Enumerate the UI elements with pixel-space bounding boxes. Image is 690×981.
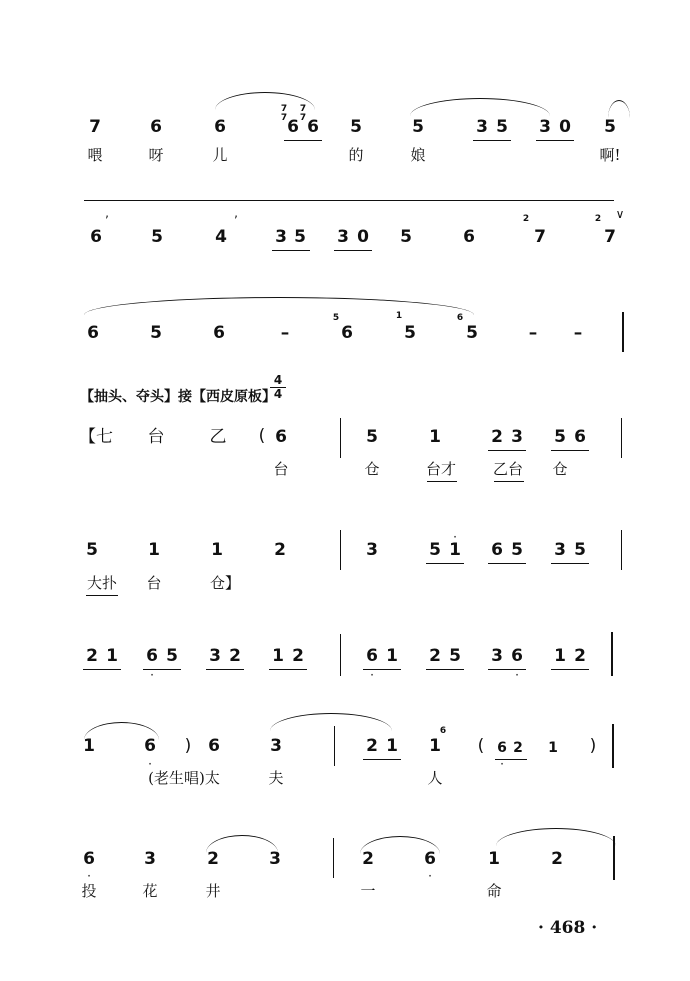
barline (613, 836, 615, 880)
note: 5 (496, 117, 508, 137)
time-signature-bottom: 4 (273, 387, 283, 401)
lyric: 啊! (599, 146, 621, 164)
lyric: 的 (348, 146, 364, 164)
underline (426, 669, 464, 670)
percussion-syllable: 乙 (209, 427, 227, 447)
slur (608, 100, 630, 118)
note: 1 (211, 540, 223, 560)
note: 5 (404, 323, 416, 343)
underline (551, 450, 589, 451)
note: 0 (559, 117, 571, 137)
grace-note: 7 (299, 104, 307, 114)
note: 5 (150, 323, 162, 343)
note: 7 (534, 227, 546, 247)
underline (272, 250, 310, 251)
slur (410, 98, 550, 116)
note: 5 (574, 540, 586, 560)
grace-note: 6 (456, 313, 464, 323)
lyric: 井 (205, 882, 221, 900)
barline (340, 530, 341, 570)
note: 2 (207, 849, 219, 869)
note: 5 (466, 323, 478, 343)
note: 1 (386, 646, 398, 666)
note: 1 (554, 646, 566, 666)
underline (551, 669, 589, 670)
note: 3 (511, 427, 523, 447)
slur (270, 713, 392, 731)
slur (496, 828, 616, 846)
underline (206, 669, 244, 670)
low-octave-dot: · (87, 869, 91, 883)
breath-mark: , (234, 206, 238, 220)
underline (269, 669, 307, 670)
final-barline (622, 312, 624, 352)
percussion-syllable: 【七 (79, 427, 113, 447)
note: 1 (449, 540, 461, 560)
note: 2 (366, 736, 378, 756)
note: 3 (539, 117, 551, 137)
time-signature-top: 4 (270, 374, 286, 388)
lyric: 呀 (148, 146, 164, 164)
lyric: 人 (427, 769, 443, 787)
percussion-lyric: 仓 (364, 460, 380, 478)
note: 1 (429, 427, 441, 447)
lyric: 喂 (87, 146, 103, 164)
low-octave-dot: · (500, 757, 504, 771)
percussion-lyric: 乙台 (492, 460, 524, 478)
note: 5 (366, 427, 378, 447)
parenthesis: ) (184, 736, 192, 756)
underline (426, 563, 464, 564)
note: 5 (604, 117, 616, 137)
note: 3 (144, 849, 156, 869)
note: 2 (292, 646, 304, 666)
note: 7 (604, 227, 616, 247)
note: 3 (366, 540, 378, 560)
lyric: 儿 (212, 146, 228, 164)
lyric: 命 (486, 882, 502, 900)
note: 2 (429, 646, 441, 666)
low-octave-dot: · (428, 869, 432, 883)
barline (611, 632, 613, 676)
grace-note: 2 (594, 214, 602, 224)
underline (494, 481, 524, 482)
lyric: 投 (81, 882, 97, 900)
note: 6 (213, 323, 225, 343)
lyric: 夫 (268, 769, 284, 787)
barline (333, 838, 334, 878)
note: 6 (275, 427, 287, 447)
note: 2 (513, 740, 523, 756)
breath-mark: ∨ (615, 207, 625, 221)
note: 2 (491, 427, 503, 447)
barline (621, 530, 622, 570)
parenthesis: ( (477, 736, 485, 756)
underline (488, 450, 526, 451)
low-octave-dot: · (515, 668, 519, 682)
time-signature (270, 374, 286, 401)
underline (427, 481, 457, 482)
note: 5 (86, 540, 98, 560)
note: 2 (86, 646, 98, 666)
note: 6 (214, 117, 226, 137)
note: 6 (144, 736, 156, 756)
note: 6 (574, 427, 586, 447)
barline (340, 634, 341, 676)
note: 1 (83, 736, 95, 756)
lyric: (老生唱)太 (148, 769, 220, 787)
percussion-syllable: 台 (147, 427, 165, 447)
underline (488, 563, 526, 564)
low-octave-dot: · (148, 757, 152, 771)
note: 3 (270, 736, 282, 756)
underline (363, 669, 401, 670)
note: 6 (287, 117, 299, 137)
barline (612, 724, 614, 768)
grace-note: 7 (280, 104, 288, 114)
note: 7 (89, 117, 101, 137)
note: 1 (386, 736, 398, 756)
high-octave-dot: · (453, 530, 457, 544)
note: 2 (551, 849, 563, 869)
lyric: 一 (360, 882, 376, 900)
percussion-lyric: 台 (273, 460, 289, 478)
note: 3 (476, 117, 488, 137)
note: 5 (350, 117, 362, 137)
underline (488, 669, 526, 670)
grace-note: 6 (439, 726, 447, 736)
barline (340, 418, 341, 458)
note: 5 (294, 227, 306, 247)
note: 6 (150, 117, 162, 137)
barline (621, 418, 622, 458)
note: 2 (274, 540, 286, 560)
note: 6 (83, 849, 95, 869)
note: 2 (229, 646, 241, 666)
note: 1 (272, 646, 284, 666)
underline (284, 140, 322, 141)
note: 5 (412, 117, 424, 137)
underline (143, 669, 181, 670)
parenthesis: ) (589, 736, 597, 756)
note: 6 (341, 323, 353, 343)
low-octave-dot: · (370, 668, 374, 682)
note: 1 (488, 849, 500, 869)
underline (473, 140, 511, 141)
note: 5 (511, 540, 523, 560)
note: 1 (429, 736, 441, 756)
breath-mark: , (105, 206, 109, 220)
dash: – (573, 323, 583, 343)
note: 3 (275, 227, 287, 247)
note: 6 (497, 740, 507, 756)
underline (363, 759, 401, 760)
lyric: 花 (142, 882, 158, 900)
note: 5 (429, 540, 441, 560)
note: 1 (148, 540, 160, 560)
note: 6 (146, 646, 158, 666)
percussion-lyric: 仓 (552, 460, 568, 478)
grace-note: 7 (299, 113, 307, 123)
grace-note: 5 (332, 313, 340, 323)
underline (551, 563, 589, 564)
percussion-syllable: ( (258, 426, 266, 446)
grace-note: 1 (395, 311, 403, 321)
note: 5 (151, 227, 163, 247)
note: 3 (269, 849, 281, 869)
dash: – (280, 323, 290, 343)
barline (334, 726, 335, 766)
note: 3 (209, 646, 221, 666)
slur (84, 297, 474, 315)
note: 5 (449, 646, 461, 666)
note: 5 (554, 427, 566, 447)
low-octave-dot: · (150, 668, 154, 682)
grace-note: 2 (522, 214, 530, 224)
note: 6 (307, 117, 319, 137)
note: 5 (166, 646, 178, 666)
note: 6 (511, 646, 523, 666)
note: 1 (548, 740, 558, 756)
underline (86, 595, 118, 596)
note: 3 (554, 540, 566, 560)
percussion-lyric: 台才 (425, 460, 457, 478)
page-number: · 468 · (538, 918, 598, 938)
underline (536, 140, 574, 141)
note: 6 (208, 736, 220, 756)
note: 5 (400, 227, 412, 247)
note: 4 (215, 227, 227, 247)
note: 2 (574, 646, 586, 666)
section-title: 【抽头、夺头】接【西皮原板】 (80, 389, 276, 405)
grace-note: 7 (280, 113, 288, 123)
percussion-lyric: 大扑 (86, 574, 118, 592)
note: 1 (106, 646, 118, 666)
note: 3 (337, 227, 349, 247)
dash: – (528, 323, 538, 343)
slur-continuation (84, 200, 614, 201)
note: 0 (357, 227, 369, 247)
note: 6 (463, 227, 475, 247)
percussion-lyric: 仓】 (209, 574, 241, 592)
underline (334, 250, 372, 251)
lyric: 娘 (410, 146, 426, 164)
note: 6 (87, 323, 99, 343)
note: 6 (491, 540, 503, 560)
note: 6 (424, 849, 436, 869)
note: 6 (366, 646, 378, 666)
note: 3 (491, 646, 503, 666)
underline (83, 669, 121, 670)
percussion-lyric: 台 (146, 574, 162, 592)
note: 6 (90, 227, 102, 247)
note: 2 (362, 849, 374, 869)
